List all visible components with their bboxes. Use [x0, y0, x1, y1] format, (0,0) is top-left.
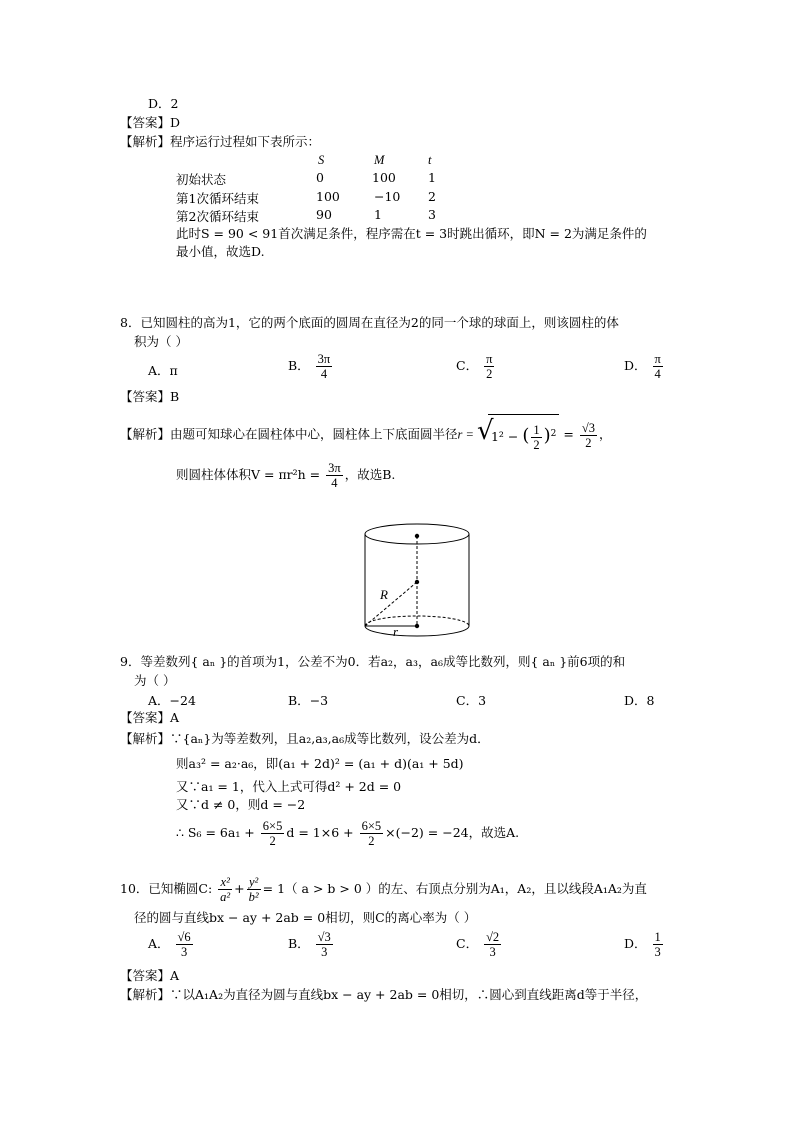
table-cell: 100	[316, 189, 340, 204]
numerator: √6	[177, 930, 191, 944]
q9-stem-line-1: 9．等差数列{ aₙ }的首项为1，公差不为0．若a₂，a₃，a₆成等比数列，则{ aₙ }前6项的和	[120, 654, 626, 669]
cylinder-figure	[360, 512, 475, 642]
q8-stem-line-1: 8．已知圆柱的高为1，它的两个底面的圆周在直径为2的同一个球的球面上，则该圆柱的体	[120, 315, 619, 330]
fraction	[484, 930, 501, 959]
fraction	[653, 352, 663, 381]
fraction-y	[247, 875, 261, 904]
q8-option-d	[624, 352, 665, 381]
sqrt-expression: √ 1² − ( $\frac{1}{2}$ )$^2$	[488, 414, 559, 456]
q10-stem-line-2: 径的圆与直线bx − ay + 2ab = 0相切，则C的离心率为（ ）	[134, 910, 477, 925]
table-cell: −10	[374, 189, 401, 204]
numerator: 3π	[328, 461, 341, 475]
table-header-m: M	[374, 153, 385, 167]
analysis-text: 则圆柱体体积V = πr²h =	[176, 467, 321, 482]
numerator: 1	[654, 930, 661, 944]
analysis-label: 【解析】	[120, 731, 171, 746]
q8-answer: 【答案】B	[120, 389, 180, 404]
fraction	[176, 930, 193, 959]
option-text: −24	[169, 693, 196, 708]
table-cell: 1	[374, 207, 382, 222]
analysis-intro: 程序运行过程如下表所示：	[170, 134, 321, 149]
denominator: 3	[180, 945, 188, 959]
q8-option-b	[288, 352, 334, 381]
numerator: 6×5	[262, 819, 283, 833]
denominator: 4	[654, 367, 661, 381]
option-letter: D．	[624, 358, 647, 373]
analysis-text: d = 1×6 +	[286, 825, 354, 840]
option-letter: D．	[624, 936, 647, 951]
fraction	[261, 819, 285, 848]
analysis-text: ∵{aₙ}为等差数列，且a₂,a₃,a₆成等比数列，设公差为d．	[170, 731, 490, 746]
option-letter: B．	[288, 693, 310, 708]
fraction	[484, 352, 494, 381]
conclusion-line-2: 最小值，故选D.	[176, 244, 265, 259]
q9-analysis-line-1	[120, 731, 490, 747]
table-row-label: 第2次循环结束	[176, 209, 259, 224]
q9-answer: 【答案】A	[120, 710, 180, 725]
table-cell: 0	[316, 170, 324, 185]
analysis-label: 【解析】	[120, 134, 171, 149]
numerator: 6×5	[361, 819, 382, 833]
table-cell: 100	[372, 170, 396, 185]
fraction	[360, 819, 384, 848]
q10-stem-line-1	[120, 872, 647, 906]
option-text: 8	[646, 693, 655, 708]
analysis-text: ，	[598, 426, 612, 442]
q9-stem-line-2: 为（ ）	[134, 673, 176, 688]
analysis-text: =	[563, 426, 578, 442]
fraction-x	[218, 875, 232, 904]
q10-option-d	[624, 930, 665, 959]
numerator: y²	[247, 875, 261, 890]
option-text: 3	[478, 693, 487, 708]
option-letter: B．	[288, 358, 310, 373]
table-header-s: S	[318, 153, 325, 167]
option-letter: B．	[288, 936, 310, 951]
numerator: x²	[218, 875, 232, 890]
label-R: R	[380, 587, 388, 602]
fraction-volume	[326, 461, 343, 490]
q9-option-b	[288, 691, 328, 709]
numerator: √3	[317, 930, 331, 944]
q9-option-d	[624, 691, 654, 709]
option-letter: C．	[456, 936, 479, 951]
q9-analysis-line-3: 又∵a₁ = 1，代入上式可得d² + 2d = 0	[176, 779, 402, 794]
radicand-text: 1² −	[490, 429, 519, 445]
q9-analysis-line-5	[176, 815, 519, 851]
q8-stem-line-2: 积为（ ）	[134, 334, 188, 349]
q10-answer: 【答案】A	[120, 968, 180, 983]
numerator: π	[486, 352, 493, 366]
option-letter: C．	[456, 693, 479, 708]
fraction	[653, 930, 663, 959]
table-row-label: 初始状态	[176, 172, 227, 187]
stem-text: = 1（ a > b > 0 ）的左、右顶点分别为A₁，A₂，且以线段A₁A₂为直	[262, 881, 647, 896]
option-letter: A．	[148, 936, 170, 951]
q9-option-a	[148, 691, 196, 709]
analysis-text: ×(−2) = −24，故选A.	[385, 825, 520, 840]
denominator: 2	[368, 834, 375, 848]
denominator: 2	[585, 435, 592, 450]
fraction-root	[580, 421, 597, 450]
fraction	[316, 352, 333, 381]
option-text: −3	[309, 693, 329, 708]
q9-analysis-line-4: 又∵d ≠ 0，则d = −2	[176, 797, 306, 812]
table-cell: 90	[316, 207, 332, 222]
denominator: a²	[220, 890, 231, 904]
option-text: π	[169, 363, 178, 378]
conclusion-line-1: 此时S = 90 < 91首次满足条件，程序需在t = 3时跳出循环，即N = 2为满足条件的	[176, 226, 647, 241]
table-cell: 1	[428, 170, 436, 185]
option-letter: A．	[148, 363, 170, 378]
stem-text: +	[234, 881, 245, 896]
q8-option-c	[456, 352, 496, 381]
numerator: √3	[581, 420, 595, 435]
q8-analysis-line-2	[176, 458, 395, 492]
analysis-label: 【解析】	[120, 426, 171, 442]
analysis-text: ∴ S₆ = 6a₁ +	[176, 825, 255, 840]
radical-sign: √	[476, 416, 494, 446]
denominator: b²	[248, 890, 259, 904]
table-cell: 2	[428, 189, 436, 204]
q10-option-a	[148, 930, 195, 959]
denominator: 3	[654, 945, 661, 959]
analysis-math: r =	[457, 427, 474, 442]
analysis-text: ，故选B.	[344, 467, 396, 482]
stem-text: 10．已知椭圆C:	[120, 881, 213, 896]
denominator: 3	[489, 945, 496, 959]
analysis-prev	[120, 134, 320, 150]
label-r: r	[393, 624, 399, 639]
numerator: π	[654, 352, 661, 366]
analysis-text: ∵以A₁A₂为直径为圆与直线bx − ay + 2ab = 0相切，∴圆心到直线距离d等于半径，	[170, 987, 648, 1002]
q10-option-c	[456, 930, 503, 959]
answer-prev: 【答案】D	[120, 115, 181, 130]
fraction	[316, 930, 333, 959]
analysis-text: 由题可知球心在圆柱体中心，圆柱体上下底面圆半径	[170, 426, 458, 442]
table-header-t: t	[428, 153, 432, 167]
q8-analysis-line-1	[120, 414, 611, 454]
q9-analysis-line-2: 则a₃² = a₂·a₆，即(a₁ + 2d)² = (a₁ + d)(a₁ + 5d)	[176, 756, 464, 771]
analysis-label: 【解析】	[120, 987, 171, 1002]
denominator: 2	[533, 438, 540, 453]
q8-option-a	[148, 361, 178, 379]
denominator: 4	[320, 367, 328, 381]
denominator: 2	[486, 367, 493, 381]
denominator: 3	[321, 945, 328, 959]
option-letter: A．	[148, 693, 170, 708]
denominator: 2	[269, 834, 276, 848]
denominator: 4	[331, 476, 338, 490]
q9-option-c	[456, 691, 486, 709]
fraction-half	[531, 423, 541, 452]
option-letter: C．	[456, 358, 479, 373]
option-d-prev: D．2	[148, 96, 179, 111]
table-row-label: 第1次循环结束	[176, 191, 259, 206]
option-letter: D．	[624, 693, 647, 708]
table-cell: 3	[428, 207, 436, 222]
numerator: 1	[533, 423, 540, 438]
numerator: √2	[486, 930, 500, 944]
numerator: 3π	[317, 352, 331, 366]
q10-option-b	[288, 930, 335, 959]
q10-analysis-line-1	[120, 987, 647, 1003]
